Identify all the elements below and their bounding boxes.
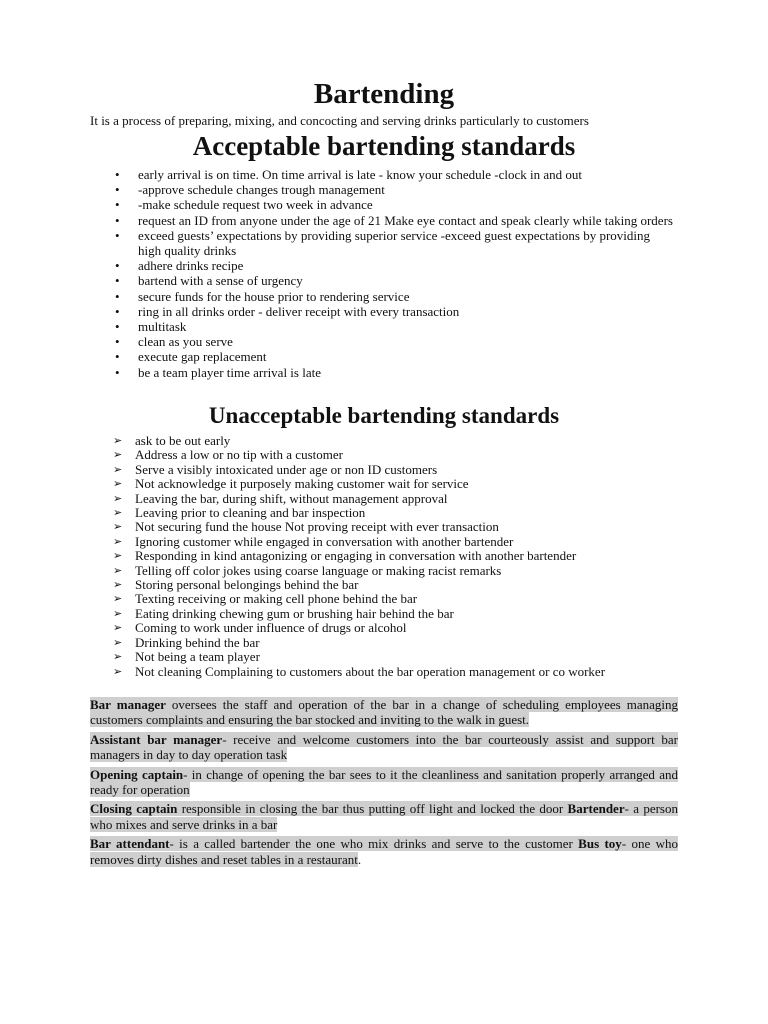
- arrow-bullet-icon: ➢: [113, 607, 123, 620]
- role-term: Closing captain: [90, 801, 178, 817]
- list-item: [113, 506, 693, 520]
- bullet-icon: •: [115, 273, 120, 289]
- role-term: Assistant bar manager: [90, 731, 223, 747]
- role-desc: responsible in closing the bar thus putting off light and locked the door: [177, 801, 568, 817]
- list-item: [113, 564, 693, 578]
- list-item-text: adhere drinks recipe: [138, 258, 244, 274]
- arrow-bullet-icon: ➢: [113, 435, 123, 447]
- role-desc: - receive and welcome customers into the bar courteously assist and support bar managers in day to day operation task: [90, 731, 678, 763]
- list-item: [113, 182, 673, 197]
- list-item: [113, 621, 693, 635]
- role-closing-captain: [90, 801, 678, 832]
- list-item-text: early arrival is on time. On time arrival is late - know your schedule -clock in and out: [138, 167, 583, 182]
- list-item: [113, 365, 673, 380]
- list-item: [113, 578, 693, 592]
- arrow-bullet-icon: ➢: [113, 564, 123, 577]
- list-item: [113, 289, 673, 304]
- arrow-bullet-icon: ➢: [113, 651, 123, 664]
- bullet-icon: •: [115, 334, 120, 350]
- list-item: [113, 273, 673, 288]
- role-term: Bar manager: [90, 697, 166, 712]
- list-item: [113, 349, 673, 364]
- bullet-icon: •: [115, 319, 120, 335]
- end-period: .: [357, 851, 362, 867]
- list-item: [113, 665, 693, 679]
- list-item: [113, 607, 693, 621]
- list-item: [113, 319, 673, 334]
- list-item-text: ring in all drinks order - deliver receipt with every transaction: [138, 303, 460, 319]
- bullet-icon: •: [115, 212, 120, 228]
- list-item: [113, 520, 693, 534]
- list-item: [113, 463, 693, 477]
- list-item-text: be a team player time arrival is late: [138, 364, 321, 380]
- arrow-bullet-icon: ➢: [113, 636, 123, 649]
- arrow-bullet-icon: ➢: [113, 507, 123, 520]
- acceptable-heading: Acceptable bartending standards: [192, 131, 576, 161]
- list-item-text: Not securing fund the house Not proving receipt with ever transaction: [135, 519, 499, 535]
- list-item: [113, 477, 693, 491]
- list-item: [113, 213, 673, 228]
- arrow-bullet-icon: ➢: [113, 535, 123, 548]
- list-item: [113, 304, 673, 319]
- arrow-bullet-icon: ➢: [113, 622, 123, 635]
- role-desc: - in change of opening the bar sees to it the cleanliness and sanitation properly arranged and ready for operation: [90, 766, 679, 798]
- arrow-bullet-icon: ➢: [113, 521, 123, 534]
- role-term: Bar attendant: [90, 836, 170, 852]
- list-item-text: Leaving prior to cleaning and bar inspection: [135, 505, 366, 521]
- list-item-text: Storing personal belongings behind the bar: [135, 577, 359, 593]
- role-desc: - a person who mixes and serve drinks in a bar: [90, 801, 678, 832]
- role-term: Opening captain: [90, 766, 184, 782]
- list-item-text: Address a low or no tip with a customer: [135, 447, 343, 463]
- role-desc: oversees the staff and operation of the bar in a change of scheduling employees managing customers complaints and ensuring the bar stocked and inviting to the walk in guest.: [90, 697, 678, 728]
- bullet-icon: •: [115, 288, 120, 304]
- page-title: Bartending: [313, 78, 455, 110]
- role-bar-attendant: [90, 836, 678, 867]
- list-item-text: -make schedule request two week in advance: [138, 197, 373, 213]
- list-item-text: Serve a visibly intoxicated under age or non ID customers: [135, 461, 438, 477]
- list-item-text: execute gap replacement: [138, 349, 267, 365]
- list-item: [113, 592, 693, 606]
- list-item-text: Ignoring customer while engaged in conversation with another bartender: [135, 533, 514, 549]
- list-item-text: Texting receiving or making cell phone behind the bar: [135, 591, 418, 607]
- list-item: [113, 334, 673, 349]
- arrow-bullet-icon: ➢: [113, 550, 123, 563]
- list-item: [113, 492, 693, 506]
- arrow-bullet-icon: ➢: [113, 665, 123, 678]
- intro-text: It is a process of preparing, mixing, and concocting and serving drinks particularly to customers: [90, 113, 589, 128]
- list-item: [113, 535, 693, 549]
- list-item-text: clean as you serve: [138, 334, 233, 350]
- bullet-icon: •: [115, 364, 120, 380]
- arrow-bullet-icon: ➢: [113, 492, 123, 505]
- list-item: [113, 549, 693, 563]
- bullet-icon: •: [115, 197, 120, 213]
- list-item-text: Drinking behind the bar: [135, 634, 260, 650]
- role-bar-manager: [90, 697, 678, 728]
- list-item-text: ask to be out early: [135, 433, 231, 448]
- list-item: [113, 167, 673, 182]
- role-desc: - one who removes dirty dishes and reset tables in a restaurant: [90, 836, 678, 867]
- unacceptable-list: [113, 434, 693, 679]
- list-item-text: multitask: [138, 319, 187, 335]
- acceptable-list: [113, 167, 673, 380]
- list-item: [113, 434, 693, 448]
- list-item-text: bartend with a sense of urgency: [138, 273, 303, 289]
- arrow-bullet-icon: ➢: [113, 593, 123, 606]
- list-item-text: Not cleaning Complaining to customers about the bar operation management or co worker: [135, 663, 606, 679]
- list-item-text: -approve schedule changes trough management: [138, 182, 385, 198]
- role-term: Bartender: [567, 801, 625, 817]
- role-opening-captain: [90, 767, 678, 798]
- list-item: [113, 228, 673, 258]
- bullet-icon: •: [115, 182, 120, 198]
- bullet-icon: •: [115, 303, 120, 319]
- arrow-bullet-icon: ➢: [113, 478, 123, 491]
- list-item-text: secure funds for the house prior to rendering service: [138, 288, 410, 304]
- role-term: Bus toy: [578, 836, 622, 852]
- list-item: [113, 650, 693, 664]
- arrow-bullet-icon: ➢: [113, 449, 123, 462]
- list-item-text: exceed guests’ expectations by providing superior service -exceed guest expectations by providing high quality drinks: [138, 227, 651, 259]
- bullet-icon: •: [115, 227, 120, 243]
- list-item-text: Not acknowledge it purposely making customer wait for service: [135, 476, 469, 492]
- list-item-text: Not being a team player: [135, 649, 260, 665]
- arrow-bullet-icon: ➢: [113, 463, 123, 476]
- bullet-icon: •: [115, 349, 120, 365]
- list-item: [113, 258, 673, 273]
- list-item-text: Telling off color jokes using coarse language or making racist remarks: [135, 562, 502, 578]
- list-item-text: request an ID from anyone under the age of 21 Make eye contact and speak clearly while taking orders: [138, 212, 673, 228]
- list-item-text: Coming to work under influence of drugs or alcohol: [135, 620, 407, 636]
- unacceptable-heading: Unacceptable bartending standards: [208, 403, 560, 428]
- list-item: [113, 448, 693, 462]
- list-item-text: Eating drinking chewing gum or brushing hair behind the bar: [135, 605, 454, 621]
- role-desc: - is a called bartender the one who mix drinks and serve to the customer: [169, 836, 579, 852]
- list-item: [113, 636, 693, 650]
- list-item-text: Leaving the bar, during shift, without management approval: [135, 490, 448, 506]
- bullet-icon: •: [115, 258, 120, 274]
- roles-section: [90, 697, 678, 871]
- arrow-bullet-icon: ➢: [113, 579, 123, 592]
- list-item-text: Responding in kind antagonizing or engaging in conversation with another bartender: [135, 548, 577, 564]
- role-assistant-manager: [90, 732, 678, 763]
- bullet-icon: •: [115, 167, 120, 182]
- list-item: [113, 197, 673, 212]
